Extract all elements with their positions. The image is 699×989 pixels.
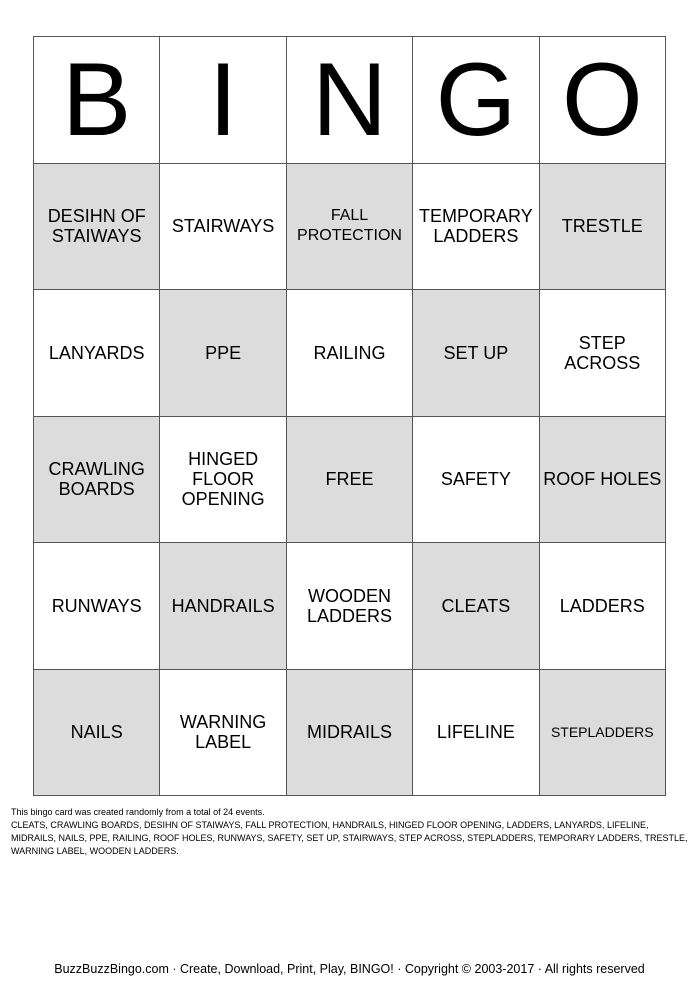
footer-copyright: BuzzBuzzBingo.com · Create, Download, Print, Play, BINGO! · Copyright © 2003-2017 · All rights reserved	[54, 962, 645, 976]
bingo-cell: DESIHN OF STAIWAYS	[34, 164, 160, 291]
bingo-cell: SAFETY	[413, 417, 539, 544]
bingo-cell: TRESTLE	[540, 164, 666, 291]
info-event-list: CLEATS, CRAWLING BOARDS, DESIHN OF STAIWAYS, FALL PROTECTION, HANDRAILS, HINGED FLOOR OPENING, LADDERS, LANYARDS, LIFELINE, MIDRAILS, NAILS, PPE, RAILING, ROOF HOLES, RUNWAYS, SAFETY, SET UP, STAIRWAYS, STEP ACROSS, STEPLADDERS, TEMPORARY LADDERS, TRESTLE, WARNING LABEL, WOODEN LADDERS.	[11, 820, 688, 856]
bingo-cell: PPE	[160, 290, 286, 417]
header-i: I	[160, 37, 286, 164]
header-n: N	[287, 37, 413, 164]
bingo-cell: LANYARDS	[34, 290, 160, 417]
header-o: O	[540, 37, 666, 164]
header-g: G	[413, 37, 539, 164]
card-info	[11, 806, 691, 858]
bingo-cell: RAILING	[287, 290, 413, 417]
bingo-cell: WOODEN LADDERS	[287, 543, 413, 670]
bingo-cell: LIFELINE	[413, 670, 539, 797]
bingo-cell: ROOF HOLES	[540, 417, 666, 544]
bingo-cell: HINGED FLOOR OPENING	[160, 417, 286, 544]
bingo-cell: WARNING LABEL	[160, 670, 286, 797]
bingo-cell: NAILS	[34, 670, 160, 797]
bingo-cell: STEPLADDERS	[540, 670, 666, 797]
info-summary: This bingo card was created randomly from a total of 24 events.	[11, 807, 265, 817]
bingo-cell: STAIRWAYS	[160, 164, 286, 291]
bingo-cell: SET UP	[413, 290, 539, 417]
bingo-cell: MIDRAILS	[287, 670, 413, 797]
bingo-cell: HANDRAILS	[160, 543, 286, 670]
free-space-cell: FREE	[287, 417, 413, 544]
bingo-cell: STEP ACROSS	[540, 290, 666, 417]
bingo-cell: LADDERS	[540, 543, 666, 670]
bingo-cell: TEMPORARY LADDERS	[413, 164, 539, 291]
bingo-cell: CRAWLING BOARDS	[34, 417, 160, 544]
bingo-cell: RUNWAYS	[34, 543, 160, 670]
header-b: B	[34, 37, 160, 164]
bingo-card	[33, 36, 666, 796]
bingo-cell: CLEATS	[413, 543, 539, 670]
bingo-cell: FALL PROTECTION	[287, 164, 413, 291]
